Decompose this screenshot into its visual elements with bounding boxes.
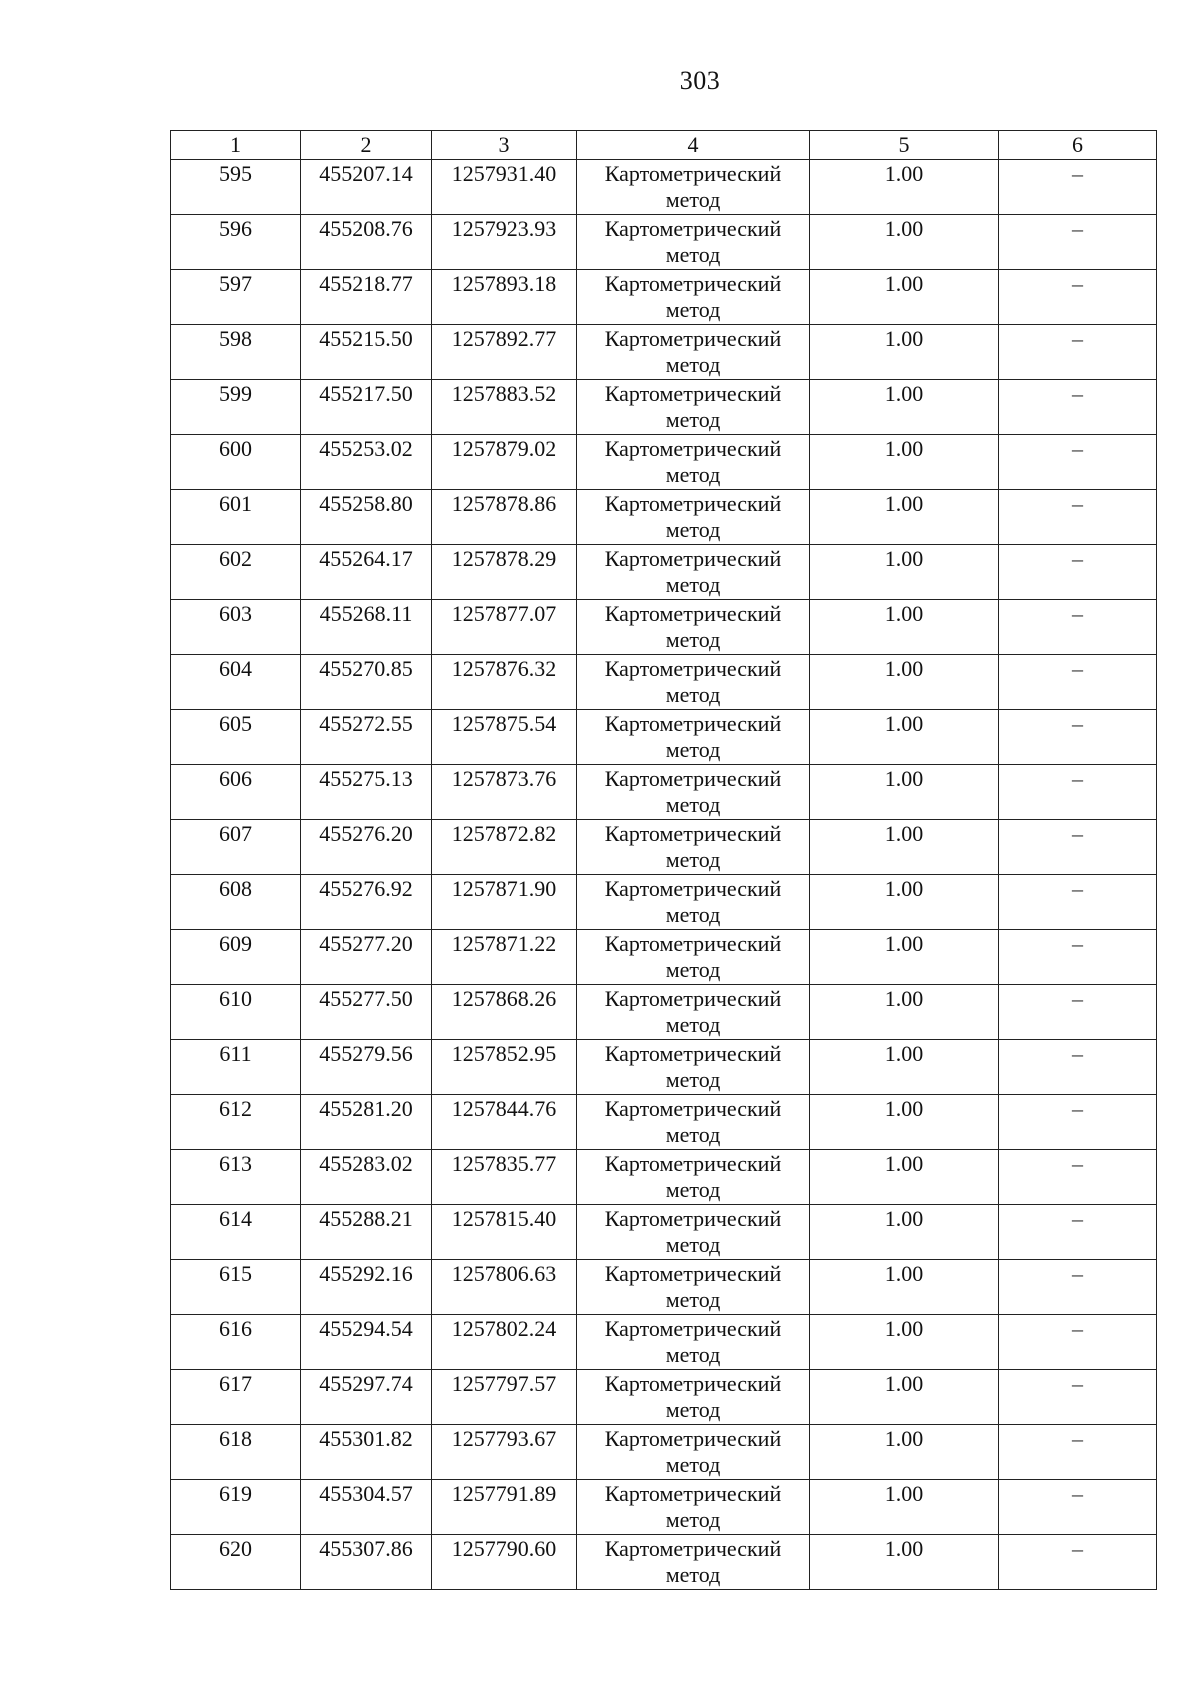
x-coordinate-cell: 455258.80 xyxy=(301,490,432,545)
x-coordinate-cell: 455275.13 xyxy=(301,765,432,820)
note-cell: – xyxy=(999,1480,1157,1535)
y-coordinate-cell: 1257791.89 xyxy=(432,1480,577,1535)
y-coordinate-cell: 1257806.63 xyxy=(432,1260,577,1315)
x-coordinate-cell: 455264.17 xyxy=(301,545,432,600)
accuracy-cell: 1.00 xyxy=(810,1425,999,1480)
x-coordinate-cell: 455276.92 xyxy=(301,875,432,930)
note-cell: – xyxy=(999,215,1157,270)
accuracy-cell: 1.00 xyxy=(810,985,999,1040)
y-coordinate-cell: 1257877.07 xyxy=(432,600,577,655)
x-coordinate-cell: 455207.14 xyxy=(301,160,432,215)
accuracy-cell: 1.00 xyxy=(810,160,999,215)
y-coordinate-cell: 1257875.54 xyxy=(432,710,577,765)
accuracy-cell: 1.00 xyxy=(810,435,999,490)
y-coordinate-cell: 1257844.76 xyxy=(432,1095,577,1150)
table-row xyxy=(171,1095,1157,1150)
y-coordinate-cell: 1257893.18 xyxy=(432,270,577,325)
accuracy-cell: 1.00 xyxy=(810,325,999,380)
method-cell: Картометрический метод xyxy=(577,1315,810,1370)
accuracy-cell: 1.00 xyxy=(810,655,999,710)
x-coordinate-cell: 455253.02 xyxy=(301,435,432,490)
table-row xyxy=(171,655,1157,710)
accuracy-cell: 1.00 xyxy=(810,490,999,545)
note-cell: – xyxy=(999,985,1157,1040)
note-cell: – xyxy=(999,1150,1157,1205)
x-coordinate-cell: 455276.20 xyxy=(301,820,432,875)
point-number-cell: 595 xyxy=(171,160,301,215)
accuracy-cell: 1.00 xyxy=(810,1370,999,1425)
method-cell: Картометрический метод xyxy=(577,820,810,875)
note-cell: – xyxy=(999,1535,1157,1590)
x-coordinate-cell: 455215.50 xyxy=(301,325,432,380)
method-cell: Картометрический метод xyxy=(577,160,810,215)
table-row xyxy=(171,325,1157,380)
header-cell-4: 4 xyxy=(577,131,810,160)
accuracy-cell: 1.00 xyxy=(810,1260,999,1315)
method-cell: Картометрический метод xyxy=(577,985,810,1040)
point-number-cell: 598 xyxy=(171,325,301,380)
table-row xyxy=(171,435,1157,490)
method-cell: Картометрический метод xyxy=(577,875,810,930)
note-cell: – xyxy=(999,435,1157,490)
note-cell: – xyxy=(999,325,1157,380)
table-row xyxy=(171,1260,1157,1315)
method-cell: Картометрический метод xyxy=(577,655,810,710)
x-coordinate-cell: 455270.85 xyxy=(301,655,432,710)
point-number-cell: 617 xyxy=(171,1370,301,1425)
table-header xyxy=(171,131,1157,160)
table-row xyxy=(171,490,1157,545)
method-cell: Картометрический метод xyxy=(577,1480,810,1535)
y-coordinate-cell: 1257815.40 xyxy=(432,1205,577,1260)
x-coordinate-cell: 455272.55 xyxy=(301,710,432,765)
header-cell-3: 3 xyxy=(432,131,577,160)
note-cell: – xyxy=(999,270,1157,325)
table-row xyxy=(171,765,1157,820)
table-row xyxy=(171,1535,1157,1590)
method-cell: Картометрический метод xyxy=(577,1260,810,1315)
method-cell: Картометрический метод xyxy=(577,1150,810,1205)
point-number-cell: 603 xyxy=(171,600,301,655)
x-coordinate-cell: 455217.50 xyxy=(301,380,432,435)
table-row xyxy=(171,710,1157,765)
point-number-cell: 600 xyxy=(171,435,301,490)
table-row xyxy=(171,270,1157,325)
accuracy-cell: 1.00 xyxy=(810,930,999,985)
table-row xyxy=(171,1315,1157,1370)
note-cell: – xyxy=(999,710,1157,765)
note-cell: – xyxy=(999,765,1157,820)
accuracy-cell: 1.00 xyxy=(810,765,999,820)
note-cell: – xyxy=(999,930,1157,985)
accuracy-cell: 1.00 xyxy=(810,270,999,325)
y-coordinate-cell: 1257931.40 xyxy=(432,160,577,215)
point-number-cell: 615 xyxy=(171,1260,301,1315)
method-cell: Картометрический метод xyxy=(577,1205,810,1260)
table-row xyxy=(171,930,1157,985)
accuracy-cell: 1.00 xyxy=(810,875,999,930)
y-coordinate-cell: 1257923.93 xyxy=(432,215,577,270)
accuracy-cell: 1.00 xyxy=(810,1040,999,1095)
y-coordinate-cell: 1257892.77 xyxy=(432,325,577,380)
accuracy-cell: 1.00 xyxy=(810,545,999,600)
point-number-cell: 602 xyxy=(171,545,301,600)
y-coordinate-cell: 1257878.29 xyxy=(432,545,577,600)
y-coordinate-cell: 1257871.22 xyxy=(432,930,577,985)
method-cell: Картометрический метод xyxy=(577,1425,810,1480)
x-coordinate-cell: 455297.74 xyxy=(301,1370,432,1425)
method-cell: Картометрический метод xyxy=(577,1370,810,1425)
note-cell: – xyxy=(999,1425,1157,1480)
point-number-cell: 605 xyxy=(171,710,301,765)
table-row xyxy=(171,1370,1157,1425)
x-coordinate-cell: 455283.02 xyxy=(301,1150,432,1205)
method-cell: Картометрический метод xyxy=(577,325,810,380)
y-coordinate-cell: 1257883.52 xyxy=(432,380,577,435)
method-cell: Картометрический метод xyxy=(577,435,810,490)
note-cell: – xyxy=(999,600,1157,655)
y-coordinate-cell: 1257802.24 xyxy=(432,1315,577,1370)
method-cell: Картометрический метод xyxy=(577,710,810,765)
header-row xyxy=(171,131,1157,160)
point-number-cell: 597 xyxy=(171,270,301,325)
y-coordinate-cell: 1257790.60 xyxy=(432,1535,577,1590)
method-cell: Картометрический метод xyxy=(577,930,810,985)
y-coordinate-cell: 1257878.86 xyxy=(432,490,577,545)
accuracy-cell: 1.00 xyxy=(810,820,999,875)
table-row xyxy=(171,875,1157,930)
table-row xyxy=(171,1205,1157,1260)
header-cell-5: 5 xyxy=(810,131,999,160)
point-number-cell: 620 xyxy=(171,1535,301,1590)
x-coordinate-cell: 455281.20 xyxy=(301,1095,432,1150)
method-cell: Картометрический метод xyxy=(577,215,810,270)
point-number-cell: 604 xyxy=(171,655,301,710)
y-coordinate-cell: 1257793.67 xyxy=(432,1425,577,1480)
method-cell: Картометрический метод xyxy=(577,600,810,655)
note-cell: – xyxy=(999,820,1157,875)
table-row xyxy=(171,1425,1157,1480)
point-number-cell: 609 xyxy=(171,930,301,985)
x-coordinate-cell: 455307.86 xyxy=(301,1535,432,1590)
y-coordinate-cell: 1257868.26 xyxy=(432,985,577,1040)
y-coordinate-cell: 1257835.77 xyxy=(432,1150,577,1205)
table-row xyxy=(171,160,1157,215)
x-coordinate-cell: 455218.77 xyxy=(301,270,432,325)
table-row xyxy=(171,1480,1157,1535)
point-number-cell: 599 xyxy=(171,380,301,435)
accuracy-cell: 1.00 xyxy=(810,600,999,655)
x-coordinate-cell: 455277.50 xyxy=(301,985,432,1040)
note-cell: – xyxy=(999,1370,1157,1425)
accuracy-cell: 1.00 xyxy=(810,1315,999,1370)
point-number-cell: 611 xyxy=(171,1040,301,1095)
coordinates-table xyxy=(170,130,1157,1590)
table-row xyxy=(171,1150,1157,1205)
method-cell: Картометрический метод xyxy=(577,490,810,545)
accuracy-cell: 1.00 xyxy=(810,1205,999,1260)
point-number-cell: 601 xyxy=(171,490,301,545)
table-row xyxy=(171,215,1157,270)
table-row xyxy=(171,545,1157,600)
method-cell: Картометрический метод xyxy=(577,545,810,600)
point-number-cell: 612 xyxy=(171,1095,301,1150)
method-cell: Картометрический метод xyxy=(577,1535,810,1590)
x-coordinate-cell: 455292.16 xyxy=(301,1260,432,1315)
note-cell: – xyxy=(999,655,1157,710)
y-coordinate-cell: 1257879.02 xyxy=(432,435,577,490)
x-coordinate-cell: 455301.82 xyxy=(301,1425,432,1480)
x-coordinate-cell: 455304.57 xyxy=(301,1480,432,1535)
x-coordinate-cell: 455208.76 xyxy=(301,215,432,270)
y-coordinate-cell: 1257873.76 xyxy=(432,765,577,820)
header-cell-2: 2 xyxy=(301,131,432,160)
y-coordinate-cell: 1257871.90 xyxy=(432,875,577,930)
note-cell: – xyxy=(999,1040,1157,1095)
y-coordinate-cell: 1257872.82 xyxy=(432,820,577,875)
header-cell-1: 1 xyxy=(171,131,301,160)
point-number-cell: 607 xyxy=(171,820,301,875)
note-cell: – xyxy=(999,380,1157,435)
note-cell: – xyxy=(999,1315,1157,1370)
point-number-cell: 616 xyxy=(171,1315,301,1370)
note-cell: – xyxy=(999,545,1157,600)
note-cell: – xyxy=(999,1260,1157,1315)
note-cell: – xyxy=(999,1095,1157,1150)
table-row xyxy=(171,985,1157,1040)
note-cell: – xyxy=(999,875,1157,930)
x-coordinate-cell: 455268.11 xyxy=(301,600,432,655)
accuracy-cell: 1.00 xyxy=(810,1150,999,1205)
x-coordinate-cell: 455277.20 xyxy=(301,930,432,985)
table-row xyxy=(171,600,1157,655)
note-cell: – xyxy=(999,490,1157,545)
x-coordinate-cell: 455279.56 xyxy=(301,1040,432,1095)
table-row xyxy=(171,820,1157,875)
point-number-cell: 618 xyxy=(171,1425,301,1480)
method-cell: Картометрический метод xyxy=(577,765,810,820)
accuracy-cell: 1.00 xyxy=(810,1535,999,1590)
table-row xyxy=(171,1040,1157,1095)
method-cell: Картометрический метод xyxy=(577,1040,810,1095)
point-number-cell: 608 xyxy=(171,875,301,930)
accuracy-cell: 1.00 xyxy=(810,1480,999,1535)
page-number: 303 xyxy=(679,66,721,95)
method-cell: Картометрический метод xyxy=(577,270,810,325)
point-number-cell: 614 xyxy=(171,1205,301,1260)
y-coordinate-cell: 1257852.95 xyxy=(432,1040,577,1095)
method-cell: Картометрический метод xyxy=(577,1095,810,1150)
note-cell: – xyxy=(999,1205,1157,1260)
point-number-cell: 596 xyxy=(171,215,301,270)
y-coordinate-cell: 1257797.57 xyxy=(432,1370,577,1425)
accuracy-cell: 1.00 xyxy=(810,710,999,765)
point-number-cell: 606 xyxy=(171,765,301,820)
accuracy-cell: 1.00 xyxy=(810,1095,999,1150)
method-cell: Картометрический метод xyxy=(577,380,810,435)
x-coordinate-cell: 455288.21 xyxy=(301,1205,432,1260)
point-number-cell: 610 xyxy=(171,985,301,1040)
accuracy-cell: 1.00 xyxy=(810,380,999,435)
x-coordinate-cell: 455294.54 xyxy=(301,1315,432,1370)
point-number-cell: 613 xyxy=(171,1150,301,1205)
header-cell-6: 6 xyxy=(999,131,1157,160)
y-coordinate-cell: 1257876.32 xyxy=(432,655,577,710)
note-cell: – xyxy=(999,160,1157,215)
point-number-cell: 619 xyxy=(171,1480,301,1535)
coordinates-table-container xyxy=(170,130,1156,1590)
accuracy-cell: 1.00 xyxy=(810,215,999,270)
table-row xyxy=(171,380,1157,435)
table-body xyxy=(171,160,1157,1590)
